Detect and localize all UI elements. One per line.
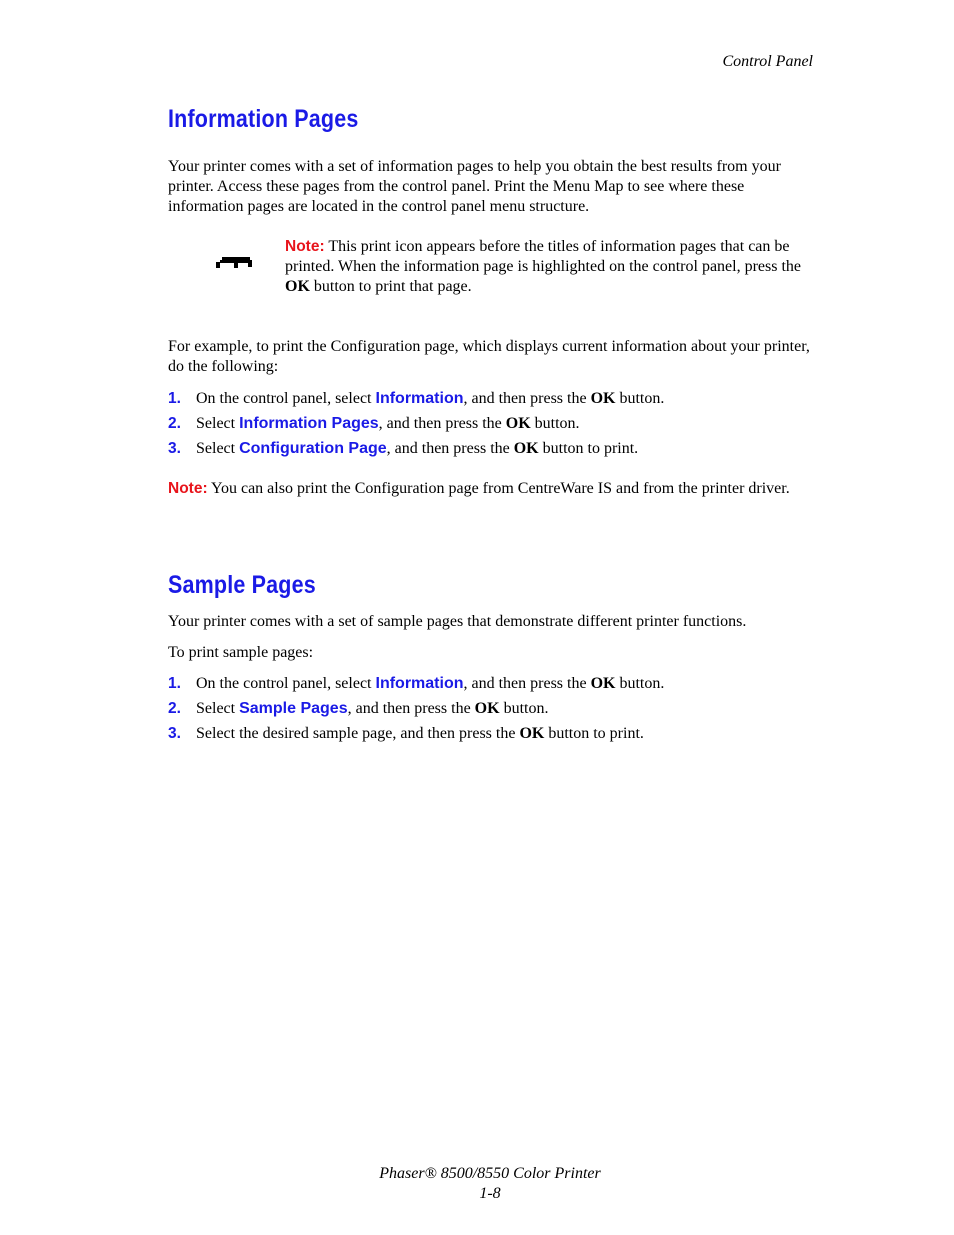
step-number: 3. [168, 725, 181, 742]
print-icon [214, 255, 254, 271]
note-text-after: button to print that page. [313, 278, 472, 295]
heading-information-pages: Information Pages [168, 105, 359, 133]
step-text: , and then press the [463, 390, 587, 407]
info-step-3 [168, 439, 813, 464]
step-number: 3. [168, 440, 181, 457]
step-text: , and then press the [386, 440, 510, 457]
sample-lead-paragraph: To print sample pages: [168, 644, 314, 661]
step-text: button. [619, 390, 665, 407]
step-text: , and then press the [378, 415, 502, 432]
step-text: On the control panel, select [196, 390, 372, 407]
ui-term: Information [375, 675, 464, 692]
step-number: 1. [168, 390, 181, 407]
step-text: Select the desired sample page, and then press the [196, 725, 516, 742]
sample-step-2 [168, 699, 813, 724]
running-header: Control Panel [722, 53, 813, 70]
step-text: Select [196, 700, 236, 717]
note-label: Note: [168, 480, 208, 497]
step-text: button. [619, 675, 665, 692]
step-number: 2. [168, 700, 181, 717]
info-step-2 [168, 414, 813, 439]
step-number: 1. [168, 675, 181, 692]
step-number: 2. [168, 415, 181, 432]
note-ok-bold: OK [285, 278, 310, 295]
info-intro-paragraph: Your printer comes with a set of information pages to help you obtain the best results from your printer. Access these pages from the control panel. Print the Menu Map to see where these information pages are located in the control panel menu structure. [168, 158, 781, 215]
step-text: Select [196, 440, 236, 457]
ui-term: Information [375, 390, 464, 407]
step-text: On the control panel, select [196, 675, 372, 692]
footer-product: Phaser® 8500/8550 Color Printer [379, 1165, 601, 1182]
heading-sample-pages: Sample Pages [168, 571, 316, 599]
ui-term: Sample Pages [239, 700, 348, 717]
centreware-note [168, 479, 813, 499]
step-text: , and then press the [347, 700, 471, 717]
step-text: button. [503, 700, 549, 717]
note-text: You can also print the Configuration page from CentreWare IS and from the printer driver. [211, 480, 790, 497]
sample-step-3 [168, 724, 813, 749]
print-icon-note [285, 237, 813, 297]
ui-term: Configuration Page [239, 440, 387, 457]
step-text: button to print. [548, 725, 644, 742]
ui-term: Information Pages [239, 415, 379, 432]
ok-bold: OK [513, 440, 539, 457]
step-text: Select [196, 415, 236, 432]
footer-page-number: 1-8 [479, 1185, 501, 1202]
ok-bold: OK [474, 700, 500, 717]
sample-intro-paragraph: Your printer comes with a set of sample pages that demonstrate different printer functions. [168, 613, 747, 630]
ok-bold: OK [590, 675, 616, 692]
step-text: , and then press the [463, 675, 587, 692]
example-paragraph: For example, to print the Configuration page, which displays current information about your printer, do the following: [168, 338, 810, 375]
ok-bold: OK [519, 725, 545, 742]
info-step-1 [168, 389, 813, 414]
step-text: button to print. [542, 440, 639, 457]
sample-step-1 [168, 674, 813, 699]
note-text-before: This print icon appears before the titles of information pages that can be printed. When the information page is highlighted on the control panel, press the [285, 238, 802, 275]
note-label: Note: [285, 238, 325, 255]
ok-bold: OK [505, 415, 531, 432]
ok-bold: OK [590, 390, 616, 407]
step-text: button. [534, 415, 580, 432]
